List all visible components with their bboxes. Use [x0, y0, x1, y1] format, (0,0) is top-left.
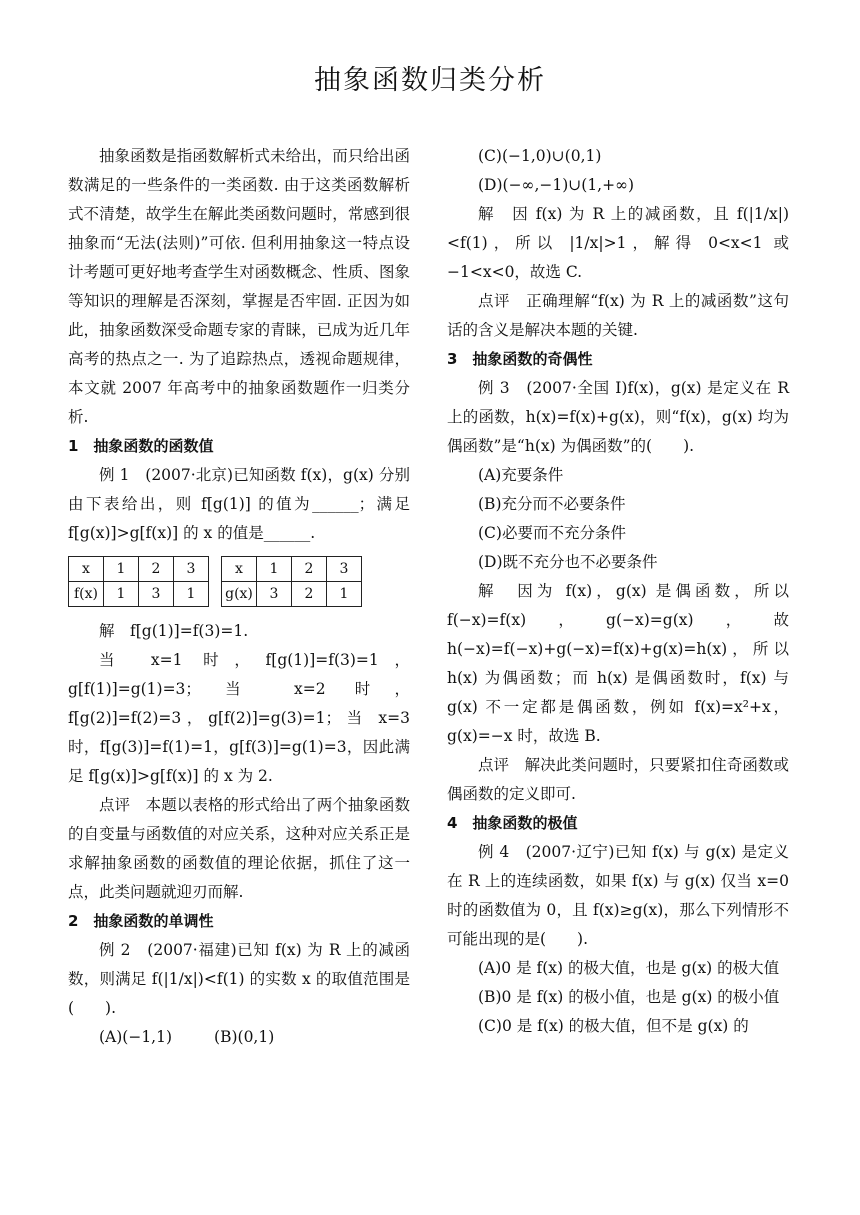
table-cell: f(x)	[69, 582, 104, 607]
example-3-option-d: (D)既不充分也不必要条件	[478, 553, 658, 571]
table-cell: 2	[292, 557, 327, 582]
solution-3: 解 因为 f(x)，g(x) 是偶函数，所以 f(−x)=f(x)，g(−x)=g(x)，故 h(−x)=f(−x)+g(−x)=f(x)+g(x)=h(x)，所以 h(x) 为偶函数；而 h(x) 是偶函数时，f(x) 与 g(x) 不一定都是偶函数，例如 f(x)=x²+x，g(x)=−x 时，故选 B.	[447, 582, 789, 745]
comment-1: 点评 本题以表格的形式给出了两个抽象函数的自变量与函数值的对应关系，这种对应关系正是求解抽象函数的函数值的理论依据，抓住了这一点，此类问题就迎刃而解.	[68, 796, 410, 901]
table-cell: 1	[327, 582, 362, 607]
example-4-option-b: (B)0 是 f(x) 的极小值，也是 g(x) 的极小值	[478, 988, 780, 1006]
value-tables	[68, 556, 410, 607]
solution-1-b: 当 x=1 时，f[g(1)]=f(3)=1，g[f(1)]=g(1)=3；当 x=2 时，f[g(2)]=f(2)=3，g[f(2)]=g(3)=1；当 x=3 时，f[g(3)]=f(1)=1，g[f(3)]=g(1)=3，因此满足 f[g(x)]>g[f(x)] 的 x 为 2.	[68, 651, 410, 785]
table-cell: 1	[104, 582, 139, 607]
option-c: (C)(−1,0)∪(0,1)	[478, 147, 602, 165]
page-title: 抽象函数归类分析	[314, 65, 546, 96]
solution-2: 解 因 f(x) 为 R 上的减函数，且 f(|1/x|)<f(1)，所以 |1/x|>1，解得 0<x<1 或 −1<x<0，故选 C.	[447, 205, 789, 281]
table-cell: 3	[174, 557, 209, 582]
example-4-option-a: (A)0 是 f(x) 的极大值，也是 g(x) 的极大值	[478, 959, 780, 977]
table-row	[222, 582, 362, 607]
option-a: (A)(−1,1)	[99, 1028, 173, 1046]
table-g	[221, 556, 362, 607]
table-row	[69, 557, 209, 582]
table-row	[222, 557, 362, 582]
table-cell: x	[69, 557, 104, 582]
section-heading-4: 4 抽象函数的极值	[447, 814, 578, 832]
solution-1-a: 解 f[g(1)]=f(3)=1.	[99, 622, 249, 640]
table-cell: g(x)	[222, 582, 257, 607]
table-row	[69, 582, 209, 607]
table-cell: 3	[327, 557, 362, 582]
table-cell: 1	[104, 557, 139, 582]
option-d: (D)(−∞,−1)∪(1,+∞)	[478, 176, 635, 194]
table-cell: 3	[139, 582, 174, 607]
example-1: 例 1 (2007·北京)已知函数 f(x)，g(x) 分别由下表给出，则 f[g(1)] 的值为______；满足 f[g(x)]>g[f(x)] 的 x 的值是______.	[68, 466, 410, 542]
example-2-options-ab	[68, 1023, 410, 1052]
example-4-option-c: (C)0 是 f(x) 的极大值，但不是 g(x) 的	[478, 1017, 749, 1035]
table-cell: 1	[174, 582, 209, 607]
example-3-option-c: (C)必要而不充分条件	[478, 524, 626, 542]
example-3: 例 3 (2007·全国 I)f(x)，g(x) 是定义在 R 上的函数，h(x)=f(x)+g(x)，则“f(x)，g(x) 均为偶函数”是“h(x) 为偶函数”的( ).	[447, 379, 789, 455]
table-cell: 3	[257, 582, 292, 607]
example-3-option-a: (A)充要条件	[478, 466, 564, 484]
table-f	[68, 556, 209, 607]
comment-3: 点评 解决此类问题时，只要紧扣住奇函数或偶函数的定义即可.	[447, 756, 789, 803]
comment-2: 点评 正确理解“f(x) 为 R 上的减函数”这句话的含义是解决本题的关键.	[447, 292, 789, 339]
section-heading-2: 2 抽象函数的单调性	[68, 912, 214, 930]
table-cell: 2	[292, 582, 327, 607]
intro-paragraph: 抽象函数是指函数解析式未给出，而只给出函数满足的一些条件的一类函数. 由于这类函数解析式不清楚，故学生在解此类函数问题时，常感到很抽象而“无法(法则)”可依. 但利用抽象这一特点设计考题可更好地考查学生对函数概念、性质、图象等知识的理解是否深刻，掌握是否牢固. 正因为如此，抽象函数深受命题专家的青睐，已成为近几年高考的热点之一. 为了追踪热点，透视命题规律，本文就 2007 年高考中的抽象函数题作一归类分析.	[68, 147, 410, 426]
section-heading-1: 1 抽象函数的函数值	[68, 437, 214, 455]
right-column	[447, 142, 789, 1041]
table-cell: 1	[257, 557, 292, 582]
section-heading-3: 3 抽象函数的奇偶性	[447, 350, 593, 368]
example-2: 例 2 (2007·福建)已知 f(x) 为 R 上的减函数，则满足 f(|1/x|)<f(1) 的实数 x 的取值范围是( ).	[68, 941, 410, 1017]
table-cell: 2	[139, 557, 174, 582]
option-b: (B)(0,1)	[214, 1028, 275, 1046]
table-cell: x	[222, 557, 257, 582]
left-column	[68, 142, 410, 1052]
example-3-option-b: (B)充分而不必要条件	[478, 495, 626, 513]
example-4: 例 4 (2007·辽宁)已知 f(x) 与 g(x) 是定义在 R 上的连续函数，如果 f(x) 与 g(x) 仅当 x=0 时的函数值为 0，且 f(x)≥g(x)，那么下列情形不可能出现的是( ).	[447, 843, 789, 948]
